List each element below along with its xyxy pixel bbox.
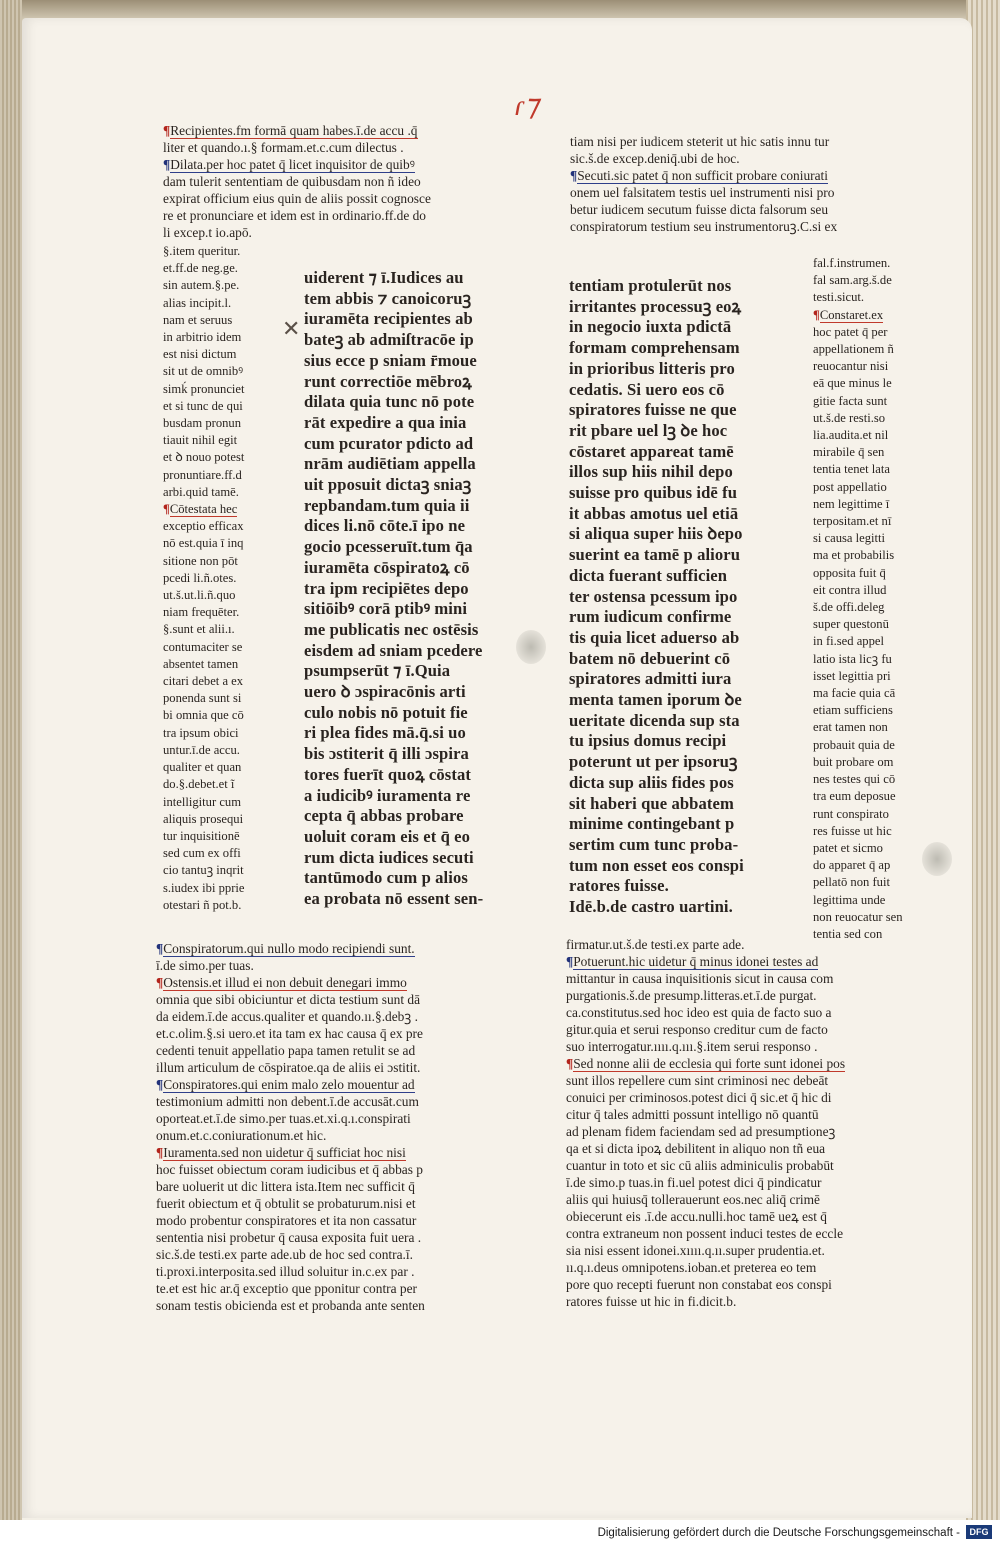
- text-line: tentiam protulerūt nos: [569, 276, 732, 295]
- lemma-text: Cōtestata hec: [169, 502, 238, 517]
- ink-smudge: [516, 630, 546, 664]
- text-line: et si tunc de qui: [163, 398, 243, 413]
- text-line: contra extraneum non possent induci testes de eccle: [566, 1226, 844, 1241]
- text-line: et.ff.de neg.ge.: [163, 261, 238, 276]
- paragraph-mark-icon: ¶: [163, 502, 170, 517]
- text-line: tu ipsius domus recipi: [569, 731, 727, 751]
- text-line: otestari ñ pot.b.: [163, 897, 242, 912]
- text-line: ca.constitutus.sed hoc ideo est quia de facto suo a: [566, 1005, 832, 1020]
- text-line: tentia tenet lata: [813, 462, 890, 477]
- text-line: legittima unde: [813, 892, 886, 907]
- text-line: super questonū: [813, 617, 889, 632]
- text-line: culo nobis nō potuit fie: [304, 702, 468, 722]
- paragraph-mark-icon: ¶: [570, 168, 578, 183]
- text-line: [570, 167, 940, 184]
- text-line: dices li.nō cōte.ī ipo ne: [304, 516, 466, 536]
- text-line: sic.š.de excep.deniq̄.ubi de hoc.: [570, 151, 740, 166]
- text-line: irritantes processuꝫ eoꝝ: [569, 296, 742, 316]
- paragraph-mark-icon: ¶: [566, 954, 574, 969]
- text-line: nō est.quia ī inq: [163, 536, 244, 551]
- text-line: hoc patet q̄ per: [813, 324, 888, 339]
- text-line: gocio pcesseruīt.tum q̄a: [304, 537, 473, 557]
- text-line: gitur.quia et serui responso creditur cum de facto: [566, 1022, 828, 1037]
- text-line: et ꝺ nouo potest: [163, 450, 245, 465]
- text-line: intelligitur cum: [163, 794, 241, 809]
- paragraph-mark-icon: ¶: [156, 941, 164, 956]
- text-line: [156, 1076, 516, 1093]
- text-line: ıı.q.ı.deus omnipotens.ioban.et preterea eo tem: [566, 1260, 817, 1275]
- text-line: absentet tamen: [163, 656, 239, 671]
- text-line: omnia que sibi obiciuntur et dicta testium sunt dā: [156, 992, 421, 1007]
- text-line: fuerit obiectum et q̄ obtulit se probaturum.nisi et: [156, 1196, 416, 1211]
- text-line: erat tamen non: [813, 720, 888, 735]
- paragraph-mark-icon: ¶: [156, 975, 164, 990]
- text-line: ri plea fides mā.q̄.si uo: [304, 723, 466, 743]
- text-line: firmatur.ut.š.de testi.ex parte ade.: [566, 937, 745, 952]
- text-line: sin autem.§.pe.: [163, 278, 240, 293]
- lemma-text: Constaret.ex: [819, 307, 884, 322]
- text-line: cedenti tenuit appellatio papa tamen retulit se ad: [156, 1043, 416, 1058]
- text-line: tis quia licet aduerso ab: [569, 627, 740, 647]
- text-line: rum dicta iudices secuti: [304, 847, 474, 867]
- text-line: §.item queritur.: [163, 244, 241, 258]
- text-line: me publicatis nec ostēsis: [304, 619, 479, 639]
- text-line: niam frequēter.: [163, 605, 240, 620]
- left-margin-gloss-block: [163, 243, 281, 914]
- text-line: mirabile q̄ sen: [813, 445, 885, 460]
- text-line: gitie facta sunt: [813, 393, 888, 408]
- text-line: eit contra illud: [813, 582, 887, 597]
- text-line: in arbitrio idem: [163, 330, 242, 345]
- paragraph-mark-icon: ¶: [566, 1056, 574, 1071]
- text-line: ratores fuisse ut hic in fi.dicit.b.: [566, 1294, 737, 1309]
- text-line: uoluit coram eis et q̄ eo: [304, 826, 471, 846]
- text-line: ī.de simo.p tuas.in fi.uel potest dici q̄ pindicatur: [566, 1175, 822, 1190]
- text-line: bare uoluerit ut dic littera ista.Item nec sufficit q̄: [156, 1179, 415, 1194]
- text-line: sit haberi que abbatem: [569, 793, 734, 813]
- text-line: latio ista licꝫ fu: [813, 651, 892, 666]
- text-line: da eidem.ī.de accus.qualiter et quando.ıı.§.debꝫ .: [156, 1009, 418, 1024]
- text-line: iuramēta recipientes ab: [304, 309, 473, 329]
- text-line: iuramēta cōspiratoꝝ cō: [304, 557, 470, 577]
- text-line: conuici per criminosos.potest dici q̄ sic.et q̄ hic di: [566, 1090, 832, 1105]
- text-line: nam et seruus: [163, 312, 233, 327]
- text-line: tiam nisi per iudicem steterit ut hic satis innu tur: [570, 134, 830, 149]
- text-line: buit probare om: [813, 754, 894, 769]
- text-line: sitione non pōt: [163, 553, 238, 568]
- text-line: pcedi li.ñ.otes.: [163, 570, 237, 585]
- text-line: ut.š.ut.li.ñ.quo: [163, 588, 236, 603]
- paragraph-mark-icon: ¶: [163, 157, 171, 172]
- text-line: appellationem ñ: [813, 342, 894, 357]
- text-line: sitiōibꝰ corā ptibꝰ mini: [304, 599, 468, 619]
- text-line: do.§.debet.et ĩ: [163, 777, 235, 792]
- text-line: testimonium admitti non debent.ī.de accusāt.cum: [156, 1094, 419, 1109]
- text-line: te.et est hic ar.q̄ exceptio que pponitur contra per: [156, 1281, 418, 1296]
- text-line: pore quo recepti fuerunt non constabat eos conspi: [566, 1277, 832, 1292]
- lemma-text: Dilata.per hoc patet q̄ licet inquisitor de quibꝰ: [170, 157, 415, 172]
- ink-smudge: [922, 842, 952, 876]
- text-line: pellatō non fuit: [813, 875, 890, 890]
- text-line: conspiratorum testium seu instrumentoruꝫ.C.si ex: [570, 219, 838, 234]
- text-line: š.de offi.deleg: [813, 600, 885, 615]
- text-line: cedatis. Si uero eos cō: [569, 379, 725, 399]
- right-margin-gloss-block: [813, 255, 935, 943]
- text-line: dilata quia tunc nō pote: [304, 392, 475, 412]
- text-line: suo interrogatur.ıııı.q.ııı.§.item serui responso .: [566, 1039, 818, 1054]
- text-line: bis ɔstiterit q̄ illi ɔspira: [304, 744, 469, 764]
- text-line: tra ipm recipiētes depo: [304, 578, 469, 598]
- text-line: suerint ea tamē p alioru: [569, 545, 741, 565]
- bottom-left-gloss-block: [156, 940, 516, 1314]
- text-line: batem nō debuerint cō: [569, 648, 731, 668]
- text-line: spiratores fuisse ne que: [569, 400, 737, 420]
- text-line: [163, 122, 518, 139]
- text-line: si aliqua super hiis ꝺepo: [569, 524, 743, 544]
- text-line: arbi.quid tamē.: [163, 484, 239, 499]
- text-line: tem abbis ⁊ canoicoruꝫ: [304, 288, 472, 308]
- text-line: tum non esset eos conspi: [569, 855, 744, 875]
- text-line: mittantur in causa inquisitionis sicut in causa com: [566, 971, 834, 986]
- text-line: sia nisi essent idonei.xıııı.q.ıı.super prudentia.et.: [566, 1243, 825, 1258]
- text-line: est nisi dictum: [163, 347, 237, 362]
- text-line: in negocio iuxta pdictā: [569, 317, 732, 337]
- lemma-text: Secuti.sic patet q̄ non sufficit probare coniurati: [577, 168, 828, 183]
- text-line: sententia nisi probetur q̄ causa exposita fuit uera .: [156, 1230, 422, 1245]
- text-line: tantūmodo cum p alios: [304, 868, 468, 888]
- lemma-text: Sed nonne alii de ecclesia qui forte sunt idonei pos: [573, 1056, 846, 1071]
- paragraph-mark-icon: ¶: [156, 1077, 164, 1092]
- margin-cross-mark: ✕: [282, 316, 301, 341]
- dfg-logo: DFG: [966, 1525, 992, 1539]
- text-line: pronuntiare.ff.d: [163, 467, 242, 482]
- text-line: untur.ī.de accu.: [163, 742, 240, 757]
- text-line: tra ipsum obici: [163, 725, 239, 740]
- text-line: opposita fuit q̄: [813, 565, 886, 580]
- text-line: et.c.olim.§.si uero.et ita tam ex hac causa q̄ ex pre: [156, 1026, 423, 1041]
- text-line: §.sunt et alii.ı.: [163, 622, 235, 637]
- text-line: rāt expedire a qua inia: [304, 412, 467, 432]
- text-line: ī.de simo.per tuas.: [156, 958, 254, 973]
- text-line: tores fuerīt quoꝝ cōstat: [304, 764, 471, 784]
- text-line: suisse pro quibus idē fu: [569, 483, 738, 503]
- paragraph-mark-icon: ¶: [156, 1145, 164, 1160]
- text-line: post appellatio: [813, 479, 887, 494]
- text-line: alias incipit.l.: [163, 295, 232, 310]
- text-line: [156, 940, 516, 957]
- text-line: dicta sup aliis fides pos: [569, 772, 734, 792]
- text-line: nem legittime ī: [813, 496, 890, 511]
- text-line: contumaciter se: [163, 639, 243, 654]
- text-line: tentia sed con: [813, 926, 883, 941]
- lemma-text: Conspiratores.qui enim malo zelo mouentur ad: [163, 1077, 415, 1092]
- text-line: tiauit nihil egit: [163, 433, 238, 448]
- text-line: probauit quia de: [813, 737, 895, 752]
- text-line: cio tantuꝫ inqrit: [163, 863, 244, 878]
- paragraph-mark-icon: ¶: [163, 123, 171, 138]
- text-line: exceptio efficax: [163, 519, 244, 534]
- text-line: [163, 156, 518, 173]
- text-line: ter ostensa pcessum ipo: [569, 586, 738, 606]
- text-line: onum.et.c.coniurationum.et hic.: [156, 1128, 327, 1143]
- text-line: uero ꝺ ɔspiracōnis arti: [304, 682, 466, 702]
- text-line: eisdem ad sniam pcedere: [304, 640, 483, 660]
- footer-credit-text: Digitalisierung gefördert durch die Deutsche Forschungsgemeinschaft -: [597, 1527, 960, 1539]
- text-line: simḱ pronunciet: [163, 381, 245, 396]
- text-line: Idē.b.de castro uartini.: [569, 897, 733, 917]
- text-line: ti.proxi.interposita.sed illud soluitur in.c.ex par .: [156, 1264, 415, 1279]
- text-line: reuocantur nisi: [813, 359, 889, 374]
- text-line: cōstaret appareat tamē: [569, 441, 734, 461]
- text-line: [813, 307, 935, 324]
- text-line: aliquis prosequi: [163, 811, 244, 826]
- text-line: purgationis.š.de presump.litteras.et.ī.de purgat.: [566, 988, 817, 1003]
- text-line: testi.sicut.: [813, 290, 865, 305]
- text-line: sed cum ex offi: [163, 846, 241, 861]
- top-left-gloss-block: [163, 122, 518, 241]
- text-line: citari debet a ex: [163, 674, 244, 689]
- text-line: bi omnia que cō: [163, 708, 244, 723]
- text-line: obiecerunt eis .ī.de accu.nulli.hoc tamē ueꝝ est q̄: [566, 1209, 827, 1224]
- text-line: fal sam.arg.š.de: [813, 273, 892, 288]
- text-line: [566, 1055, 936, 1072]
- text-line: ratores fuisse.: [569, 876, 669, 896]
- text-line: citur q̄ tales admitti possunt intelligo nō quantū: [566, 1107, 819, 1122]
- text-line: illos sup hiis nihil depo: [569, 462, 733, 482]
- text-line: liter et quando.ı.§ formam.et.c.cum dilectus .: [163, 140, 404, 155]
- lemma-text: Conspiratorum.qui nullo modo recipiendi sunt.: [163, 941, 415, 956]
- text-line: onem uel falsitatem testis uel instrumenti nisi pro: [570, 185, 835, 200]
- lemma-text: Ostensis.et illud ei non debuit denegari immo: [163, 975, 407, 990]
- text-line: bateꝫ ab admiſtracōe ip: [304, 330, 474, 350]
- text-line: dicta fuerant sufficien: [569, 565, 728, 585]
- text-line: illum articulum de cōspiratoe.qa de aliis ei ɔstitit.: [156, 1060, 421, 1075]
- text-line: betur iudicem secutum fuisse dicta falsorum seu: [570, 202, 829, 217]
- text-line: cepta q̄ abbas probare: [304, 806, 464, 826]
- text-line: ut.š.de resti.so: [813, 410, 886, 425]
- text-line: nes testes qui cō: [813, 772, 896, 787]
- text-line: poterunt ut per ipsoruꝫ: [569, 752, 738, 772]
- text-line: s.iudex ibi pprie: [163, 880, 245, 895]
- text-line: cuantur in toto et sic cū aliis adminiculis probabūt: [566, 1158, 834, 1173]
- text-line: terpositam.et nī: [813, 514, 892, 529]
- text-line: uit pposuit dictaꝫ sniaꝫ: [304, 475, 472, 495]
- text-line: qualiter et quan: [163, 760, 242, 775]
- text-line: spiratores admitti iura: [569, 669, 732, 689]
- text-line: nrām audiētiam appella: [304, 454, 476, 474]
- text-line: sit ut de omnibꝰ: [163, 364, 244, 379]
- text-line: hoc fuisset obiectum coram iudicibus et q̄ abbas p: [156, 1162, 424, 1177]
- text-line: si causa legitti: [813, 531, 886, 546]
- text-line: runt correctiōe mēbroꝝ: [304, 371, 472, 391]
- lemma-text: Potuerunt.hic uidetur q̄ minus idonei testes ad: [573, 954, 819, 969]
- text-line: li excep.t io.apō.: [163, 225, 252, 240]
- text-line: do apparet q̄ ap: [813, 858, 891, 873]
- text-line: qa et si dicta ipoꝝ debilitent in aliquo non tñ eua: [566, 1141, 826, 1156]
- text-line: rum iudicum confirme: [569, 607, 732, 627]
- text-line: uiderent ⁊ ī.Iudices au: [304, 268, 464, 287]
- text-line: ea probata nō essent sen-: [304, 889, 484, 909]
- text-line: lia.audita.et nil: [813, 428, 889, 443]
- text-line: ueritate dicenda sup sta: [569, 710, 740, 730]
- text-line: psumpserūt ⁊ ī.Quia: [304, 661, 451, 681]
- text-line: busdam pronun: [163, 416, 242, 431]
- text-line: modo probentur conspiratores et ita non cassatur: [156, 1213, 417, 1228]
- bottom-right-gloss-block: [566, 936, 936, 1310]
- main-text-left-column: [304, 268, 520, 910]
- text-line: it abbas amotus uel etiā: [569, 503, 739, 523]
- text-line: cum pcurator pdicto ad: [304, 433, 474, 453]
- text-line: sic.š.de testi.ex parte ade.ub de hoc sed contra.ī.: [156, 1247, 413, 1262]
- text-line: res fuisse ut hic: [813, 823, 892, 838]
- text-line: runt conspirato: [813, 806, 889, 821]
- text-line: patet et sicmo: [813, 840, 883, 855]
- text-line: ad plenam fidem faciendam sed ad presumptioneꝫ: [566, 1124, 836, 1139]
- text-line: tra eum deposue: [813, 789, 896, 804]
- text-line: in fi.sed appel: [813, 634, 884, 649]
- text-line: formam comprehensam: [569, 338, 740, 358]
- text-line: repbandam.tum quia ii: [304, 495, 470, 515]
- text-line: fal.f.instrumen.: [813, 256, 891, 270]
- paragraph-mark-icon: ¶: [813, 307, 820, 322]
- rubric-flourish-mark: ɾ⁊: [513, 89, 539, 122]
- lemma-text: Iuramenta.sed non uidetur q̄ sufficiat hoc nisi: [163, 1145, 406, 1160]
- text-line: non reuocatur sen: [813, 909, 903, 924]
- main-text-right-column: [569, 276, 785, 918]
- book-left-edge: [0, 0, 22, 1520]
- text-line: isset legittia pri: [813, 668, 891, 683]
- lemma-text: Recipientes.fm formā quam habes.ī.de accu .q̄: [170, 123, 418, 138]
- text-line: dam tulerit sententiam de quibusdam non ñ ideo: [163, 174, 421, 189]
- text-line: minime contingebant p: [569, 814, 735, 834]
- text-line: [156, 1144, 516, 1161]
- text-line: [566, 953, 936, 970]
- text-line: sonam testis obicienda est et probanda ante senten: [156, 1298, 425, 1313]
- text-line: sius ecce p sniam r̄moue: [304, 350, 477, 370]
- text-line: eā que minus le: [813, 376, 892, 391]
- text-line: re et pronunciare et idem est in ordinario.ff.de do: [163, 208, 427, 223]
- text-line: menta tamen iporum ꝺe: [569, 690, 742, 710]
- text-line: [163, 501, 281, 518]
- text-line: sunt illos repellere cum sint criminosi nec debeāt: [566, 1073, 829, 1088]
- text-line: [156, 974, 516, 991]
- top-right-gloss-block: [570, 133, 940, 235]
- text-line: etiam sufficiens: [813, 703, 893, 718]
- text-line: ma et probabilis: [813, 548, 895, 563]
- text-line: a iudicibꝰ iuramenta re: [304, 785, 471, 805]
- text-line: expirat officium eius quin de aliis possit cognosce: [163, 191, 431, 206]
- text-line: ponenda sunt si: [163, 691, 242, 706]
- text-line: oporteat.et.ī.de simo.per tuas.et.xi.q.ı.conspirati: [156, 1111, 411, 1126]
- text-line: sertim cum tunc proba-: [569, 834, 739, 854]
- text-line: rit pbare uel lꝫ ꝺe hoc: [569, 420, 728, 440]
- text-line: ma facie quia cā: [813, 686, 896, 701]
- text-line: tur inquisitionē: [163, 828, 240, 843]
- text-line: aliis qui huiusq̄ tollerauerunt eos.nec aliq̄ crimē: [566, 1192, 820, 1207]
- text-line: in prioribus litteris pro: [569, 358, 735, 378]
